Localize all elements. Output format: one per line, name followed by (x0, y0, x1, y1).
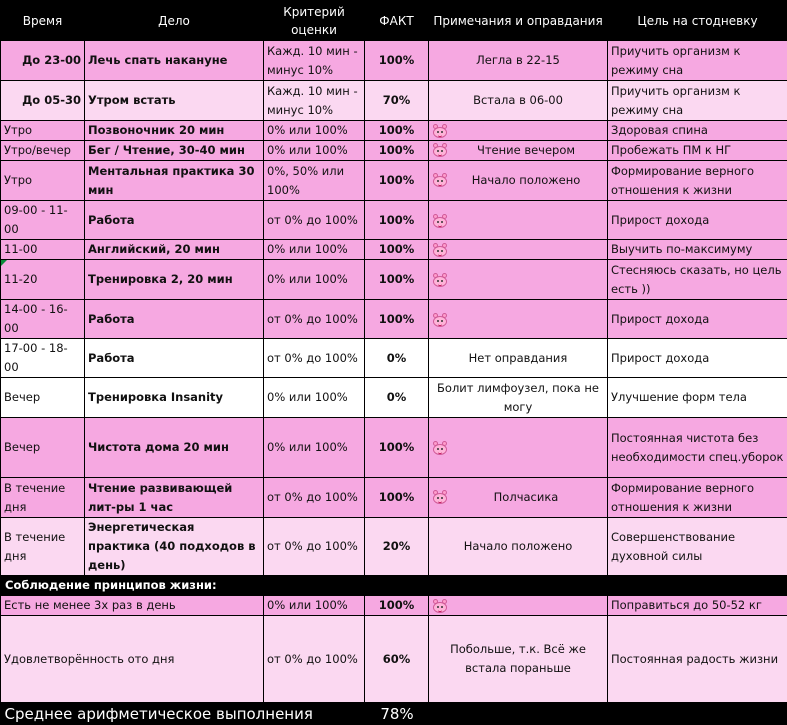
note-cell[interactable]: Легла в 22-15 (429, 41, 608, 81)
fact-cell[interactable]: 100% (365, 41, 429, 81)
footer-row (1, 703, 787, 725)
pig-emoticon-icon (432, 490, 448, 505)
table-row[interactable] (1, 41, 787, 81)
header-row (1, 1, 787, 41)
table-row[interactable] (1, 161, 787, 201)
goal-cell[interactable]: Прирост дохода (608, 201, 787, 240)
section-header-principles (1, 576, 787, 596)
time-cell[interactable]: В течение дня (1, 478, 85, 518)
note-cell[interactable] (429, 300, 608, 339)
note-cell[interactable]: Полчасика (429, 478, 608, 518)
table-row[interactable] (1, 300, 787, 339)
goal-cell[interactable]: Совершенствование духовной силы (608, 518, 787, 576)
task-cell[interactable]: Чтение развивающей лит-ры 1 час (85, 478, 264, 518)
time-cell[interactable]: До 05-30 (1, 81, 85, 121)
note-cell[interactable] (429, 240, 608, 260)
goal-cell[interactable]: Прирост дохода (608, 300, 787, 339)
task-cell[interactable]: Работа (85, 201, 264, 240)
fact-cell[interactable]: 100% (365, 418, 429, 478)
time-cell[interactable]: 11-00 (1, 240, 85, 260)
pig-emoticon-icon (432, 173, 448, 188)
goal-cell[interactable]: Улучшение форм тела (608, 378, 787, 418)
note-cell[interactable] (429, 121, 608, 141)
header-goal: Цель на стодневку (608, 1, 787, 41)
criterion-cell[interactable]: 0% или 100% (264, 418, 365, 478)
goal-cell[interactable]: Приучить организм к режиму сна (608, 41, 787, 81)
table-row[interactable] (1, 596, 787, 616)
criterion-cell[interactable]: от 0% до 100% (264, 339, 365, 378)
goal-cell[interactable]: Пробежать ПМ к НГ (608, 141, 787, 161)
table-row[interactable] (1, 339, 787, 378)
task-cell[interactable]: Чистота дома 20 мин (85, 418, 264, 478)
criterion-cell[interactable]: от 0% до 100% (264, 478, 365, 518)
time-cell[interactable]: В течение дня (1, 518, 85, 576)
task-cell[interactable]: Ментальная практика 30 мин (85, 161, 264, 201)
note-cell[interactable] (429, 418, 608, 478)
task-cell[interactable]: Работа (85, 339, 264, 378)
criterion-cell[interactable]: 0% или 100% (264, 260, 365, 300)
time-cell[interactable]: Утро/вечер (1, 141, 85, 161)
note-cell[interactable]: Чтение вечером (429, 141, 608, 161)
task-cell[interactable]: Позвоночник 20 мин (85, 121, 264, 141)
task-cell[interactable]: Бег / Чтение, 30-40 мин (85, 141, 264, 161)
pig-emoticon-icon (432, 313, 448, 328)
criterion-cell[interactable]: 0% или 100% (264, 121, 365, 141)
pig-emoticon-icon (432, 124, 448, 139)
time-cell[interactable]: 09-00 - 11-00 (1, 201, 85, 240)
note-cell[interactable]: Начало положено (429, 161, 608, 201)
note-cell[interactable]: Встала в 06-00 (429, 81, 608, 121)
fact-cell[interactable]: 100% (365, 478, 429, 518)
table-row[interactable] (1, 378, 787, 418)
task-cell[interactable]: Лечь спать накануне (85, 41, 264, 81)
note-cell[interactable]: Болит лимфоузел, пока не могу (429, 378, 608, 418)
pig-emoticon-icon (432, 214, 448, 229)
table-row[interactable] (1, 201, 787, 240)
time-cell[interactable]: Утро (1, 161, 85, 201)
header-notes: Примечания и оправдания (429, 1, 608, 41)
goal-cell[interactable]: Постоянная радость жизни (608, 616, 787, 703)
criterion-cell[interactable]: от 0% до 100% (264, 616, 365, 703)
principle-cell[interactable]: Есть не менее 3х раз в день (1, 596, 264, 616)
time-cell[interactable]: 17-00 - 18-00 (1, 339, 85, 378)
note-cell[interactable]: Побольше, т.к. Всё же встала пораньше (429, 616, 608, 703)
table-row[interactable] (1, 240, 787, 260)
header-time: Время (1, 1, 85, 41)
fact-cell[interactable]: 0% (365, 378, 429, 418)
table-row[interactable] (1, 616, 787, 703)
pig-emoticon-icon (432, 243, 448, 258)
criterion-cell[interactable]: от 0% до 100% (264, 300, 365, 339)
header-fact: ФАКТ (365, 1, 429, 41)
criterion-cell[interactable]: Кажд. 10 мин - минус 10% (264, 41, 365, 81)
criterion-cell[interactable]: Кажд. 10 мин - минус 10% (264, 81, 365, 121)
fact-cell[interactable]: 20% (365, 518, 429, 576)
task-cell[interactable]: Энергетическая практика (40 подходов в день) (85, 518, 264, 576)
footer-label: Среднее арифметическое выполнения (1, 703, 365, 725)
goal-cell[interactable]: Поправиться до 50-52 кг (608, 596, 787, 616)
goal-cell[interactable]: Формирование верного отношения к жизни (608, 161, 787, 201)
section-title: Соблюдение принципов жизни: (1, 576, 787, 596)
table-row[interactable] (1, 141, 787, 161)
note-cell[interactable] (429, 596, 608, 616)
principle-cell[interactable]: Удовлетворённость ото дня (1, 616, 264, 703)
criterion-cell[interactable]: от 0% до 100% (264, 201, 365, 240)
criterion-cell[interactable]: 0% или 100% (264, 141, 365, 161)
note-cell[interactable]: Начало положено (429, 518, 608, 576)
note-cell[interactable]: Нет оправдания (429, 339, 608, 378)
time-cell[interactable]: Вечер (1, 378, 85, 418)
table-row[interactable] (1, 418, 787, 478)
time-cell[interactable]: Вечер (1, 418, 85, 478)
criterion-cell[interactable]: 0% или 100% (264, 240, 365, 260)
fact-cell[interactable]: 60% (365, 616, 429, 703)
table-row[interactable] (1, 260, 787, 300)
goal-cell[interactable]: Прирост дохода (608, 339, 787, 378)
table-row[interactable] (1, 121, 787, 141)
time-cell[interactable]: 14-00 - 16-00 (1, 300, 85, 339)
fact-cell[interactable]: 100% (365, 121, 429, 141)
table-row[interactable] (1, 478, 787, 518)
criterion-cell[interactable]: 0% или 100% (264, 378, 365, 418)
fact-cell[interactable]: 100% (365, 300, 429, 339)
task-cell[interactable]: Тренировка 2, 20 мин (85, 260, 264, 300)
criterion-cell[interactable]: от 0% до 100% (264, 518, 365, 576)
note-cell[interactable] (429, 201, 608, 240)
header-criterion: Критерий оценки (264, 1, 365, 41)
pig-emoticon-icon (432, 143, 448, 158)
note-cell[interactable] (429, 260, 608, 300)
footer-value: 78% (365, 703, 429, 725)
time-cell[interactable]: Утро (1, 121, 85, 141)
pig-emoticon-icon (432, 441, 448, 456)
fact-cell[interactable]: 100% (365, 596, 429, 616)
fact-cell[interactable]: 100% (365, 161, 429, 201)
pig-emoticon-icon (432, 273, 448, 288)
criterion-cell[interactable]: 0% или 100% (264, 596, 365, 616)
task-cell[interactable]: Утром встать (85, 81, 264, 121)
criterion-cell[interactable]: 0%, 50% или 100% (264, 161, 365, 201)
fact-cell[interactable]: 70% (365, 81, 429, 121)
goal-cell[interactable]: Здоровая спина (608, 121, 787, 141)
time-cell[interactable]: До 23-00 (1, 41, 85, 81)
footer-empty (429, 703, 787, 725)
table-row[interactable] (1, 518, 787, 576)
task-cell[interactable]: Английский, 20 мин (85, 240, 264, 260)
fact-cell[interactable]: 0% (365, 339, 429, 378)
fact-cell[interactable]: 100% (365, 141, 429, 161)
task-cell[interactable]: Тренировка Insanity (85, 378, 264, 418)
task-cell[interactable]: Работа (85, 300, 264, 339)
comment-marker (1, 260, 7, 266)
goal-cell[interactable]: Постоянная чистота без необходимости спец.уборок (608, 418, 787, 478)
fact-cell[interactable]: 100% (365, 201, 429, 240)
goal-cell[interactable]: Стесняюсь сказать, но цель есть )) (608, 260, 787, 300)
goal-cell[interactable]: Приучить организм к режиму сна (608, 81, 787, 121)
header-task: Дело (85, 1, 264, 41)
pig-emoticon-icon (432, 599, 448, 614)
fact-cell[interactable]: 100% (365, 240, 429, 260)
time-cell[interactable]: 11-20 (1, 260, 85, 300)
fact-cell[interactable]: 100% (365, 260, 429, 300)
table-row[interactable] (1, 81, 787, 121)
goal-cell[interactable]: Выучить по-максимуму (608, 240, 787, 260)
goal-cell[interactable]: Формирование верного отношения к жизни (608, 478, 787, 518)
